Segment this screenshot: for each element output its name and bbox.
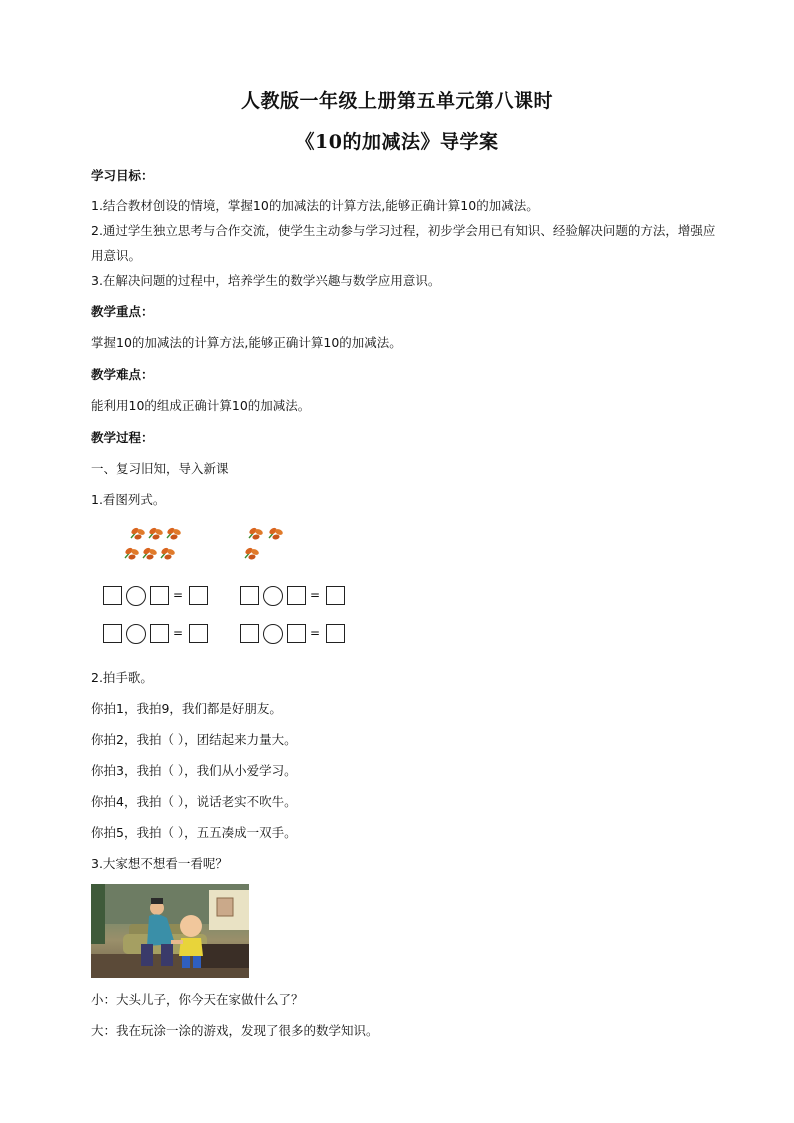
difficulty-text: 能利用10的组成正确计算10的加减法。 xyxy=(91,398,311,413)
answer-box[interactable] xyxy=(287,586,306,605)
operator-circle[interactable] xyxy=(263,586,283,606)
song-line-4: 你拍4，我拍（ ），说话老实不吹牛。 xyxy=(91,794,297,809)
key-text: 掌握10的加减法的计算方法,能够正确计算10的加减法。 xyxy=(91,335,402,350)
song-line-2: 你拍2，我拍（ ），团结起来力量大。 xyxy=(91,732,297,747)
cartoon-scene-image xyxy=(91,884,249,978)
item-2: 2.拍手歌。 xyxy=(91,670,153,685)
equals-sign: = xyxy=(310,588,321,602)
dialog-line-1: 小：大头儿子，你今天在家做什么了？ xyxy=(91,992,304,1007)
song-line-5: 你拍5，我拍（ ），五五凑成一双手。 xyxy=(91,825,297,840)
song-line-3: 你拍3，我拍（ ），我们从小爱学习。 xyxy=(91,763,297,778)
answer-box[interactable] xyxy=(103,624,122,643)
goal-2: 2.通过学生独立思考与合作交流，使学生主动参与学习过程，初步学会用已有知识、经验解决问题的方法，增强应用意识。 xyxy=(91,223,716,263)
item-3: 3.大家想不想看一看呢？ xyxy=(91,856,228,871)
equation-row-1a xyxy=(103,586,213,608)
answer-box[interactable] xyxy=(150,624,169,643)
page-title: 人教版一年级上册第五单元第八课时 xyxy=(240,90,553,112)
equals-sign: = xyxy=(173,626,184,640)
equals-sign: = xyxy=(310,626,321,640)
equals-sign: = xyxy=(173,588,184,602)
page-subtitle: 《10的加减法》导学案 xyxy=(295,131,499,153)
difficulty-heading: 教学难点： xyxy=(91,367,154,382)
section-heading: 一、复习旧知，导入新课 xyxy=(91,461,229,476)
operator-circle[interactable] xyxy=(126,586,146,606)
answer-box[interactable] xyxy=(103,586,122,605)
answer-box[interactable] xyxy=(150,586,169,605)
answer-box[interactable] xyxy=(240,586,259,605)
dialog-line-2: 大：我在玩涂一涂的游戏，发现了很多的数学知识。 xyxy=(91,1023,379,1038)
goal-1: 1.结合教材创设的情境，掌握10的加减法的计算方法,能够正确计算10的加减法。 xyxy=(91,198,539,213)
leaf-group-left-icon xyxy=(120,524,300,568)
key-heading: 教学重点： xyxy=(91,304,154,319)
equation-row-2a xyxy=(103,624,213,646)
operator-circle[interactable] xyxy=(263,624,283,644)
equation-row-1b xyxy=(240,586,350,608)
goals-heading: 学习目标： xyxy=(91,168,154,183)
process-heading: 教学过程： xyxy=(91,430,154,445)
equation-row-2b xyxy=(240,624,350,646)
operator-circle[interactable] xyxy=(126,624,146,644)
answer-box[interactable] xyxy=(189,624,208,643)
goal-3: 3.在解决问题的过程中，培养学生的数学兴趣与数学应用意识。 xyxy=(91,273,441,288)
answer-box[interactable] xyxy=(240,624,259,643)
answer-box[interactable] xyxy=(189,586,208,605)
item-1: 1.看图列式。 xyxy=(91,492,166,507)
answer-box[interactable] xyxy=(287,624,306,643)
song-line-1: 你拍1，我拍9，我们都是好朋友。 xyxy=(91,701,282,716)
answer-box[interactable] xyxy=(326,586,345,605)
answer-box[interactable] xyxy=(326,624,345,643)
